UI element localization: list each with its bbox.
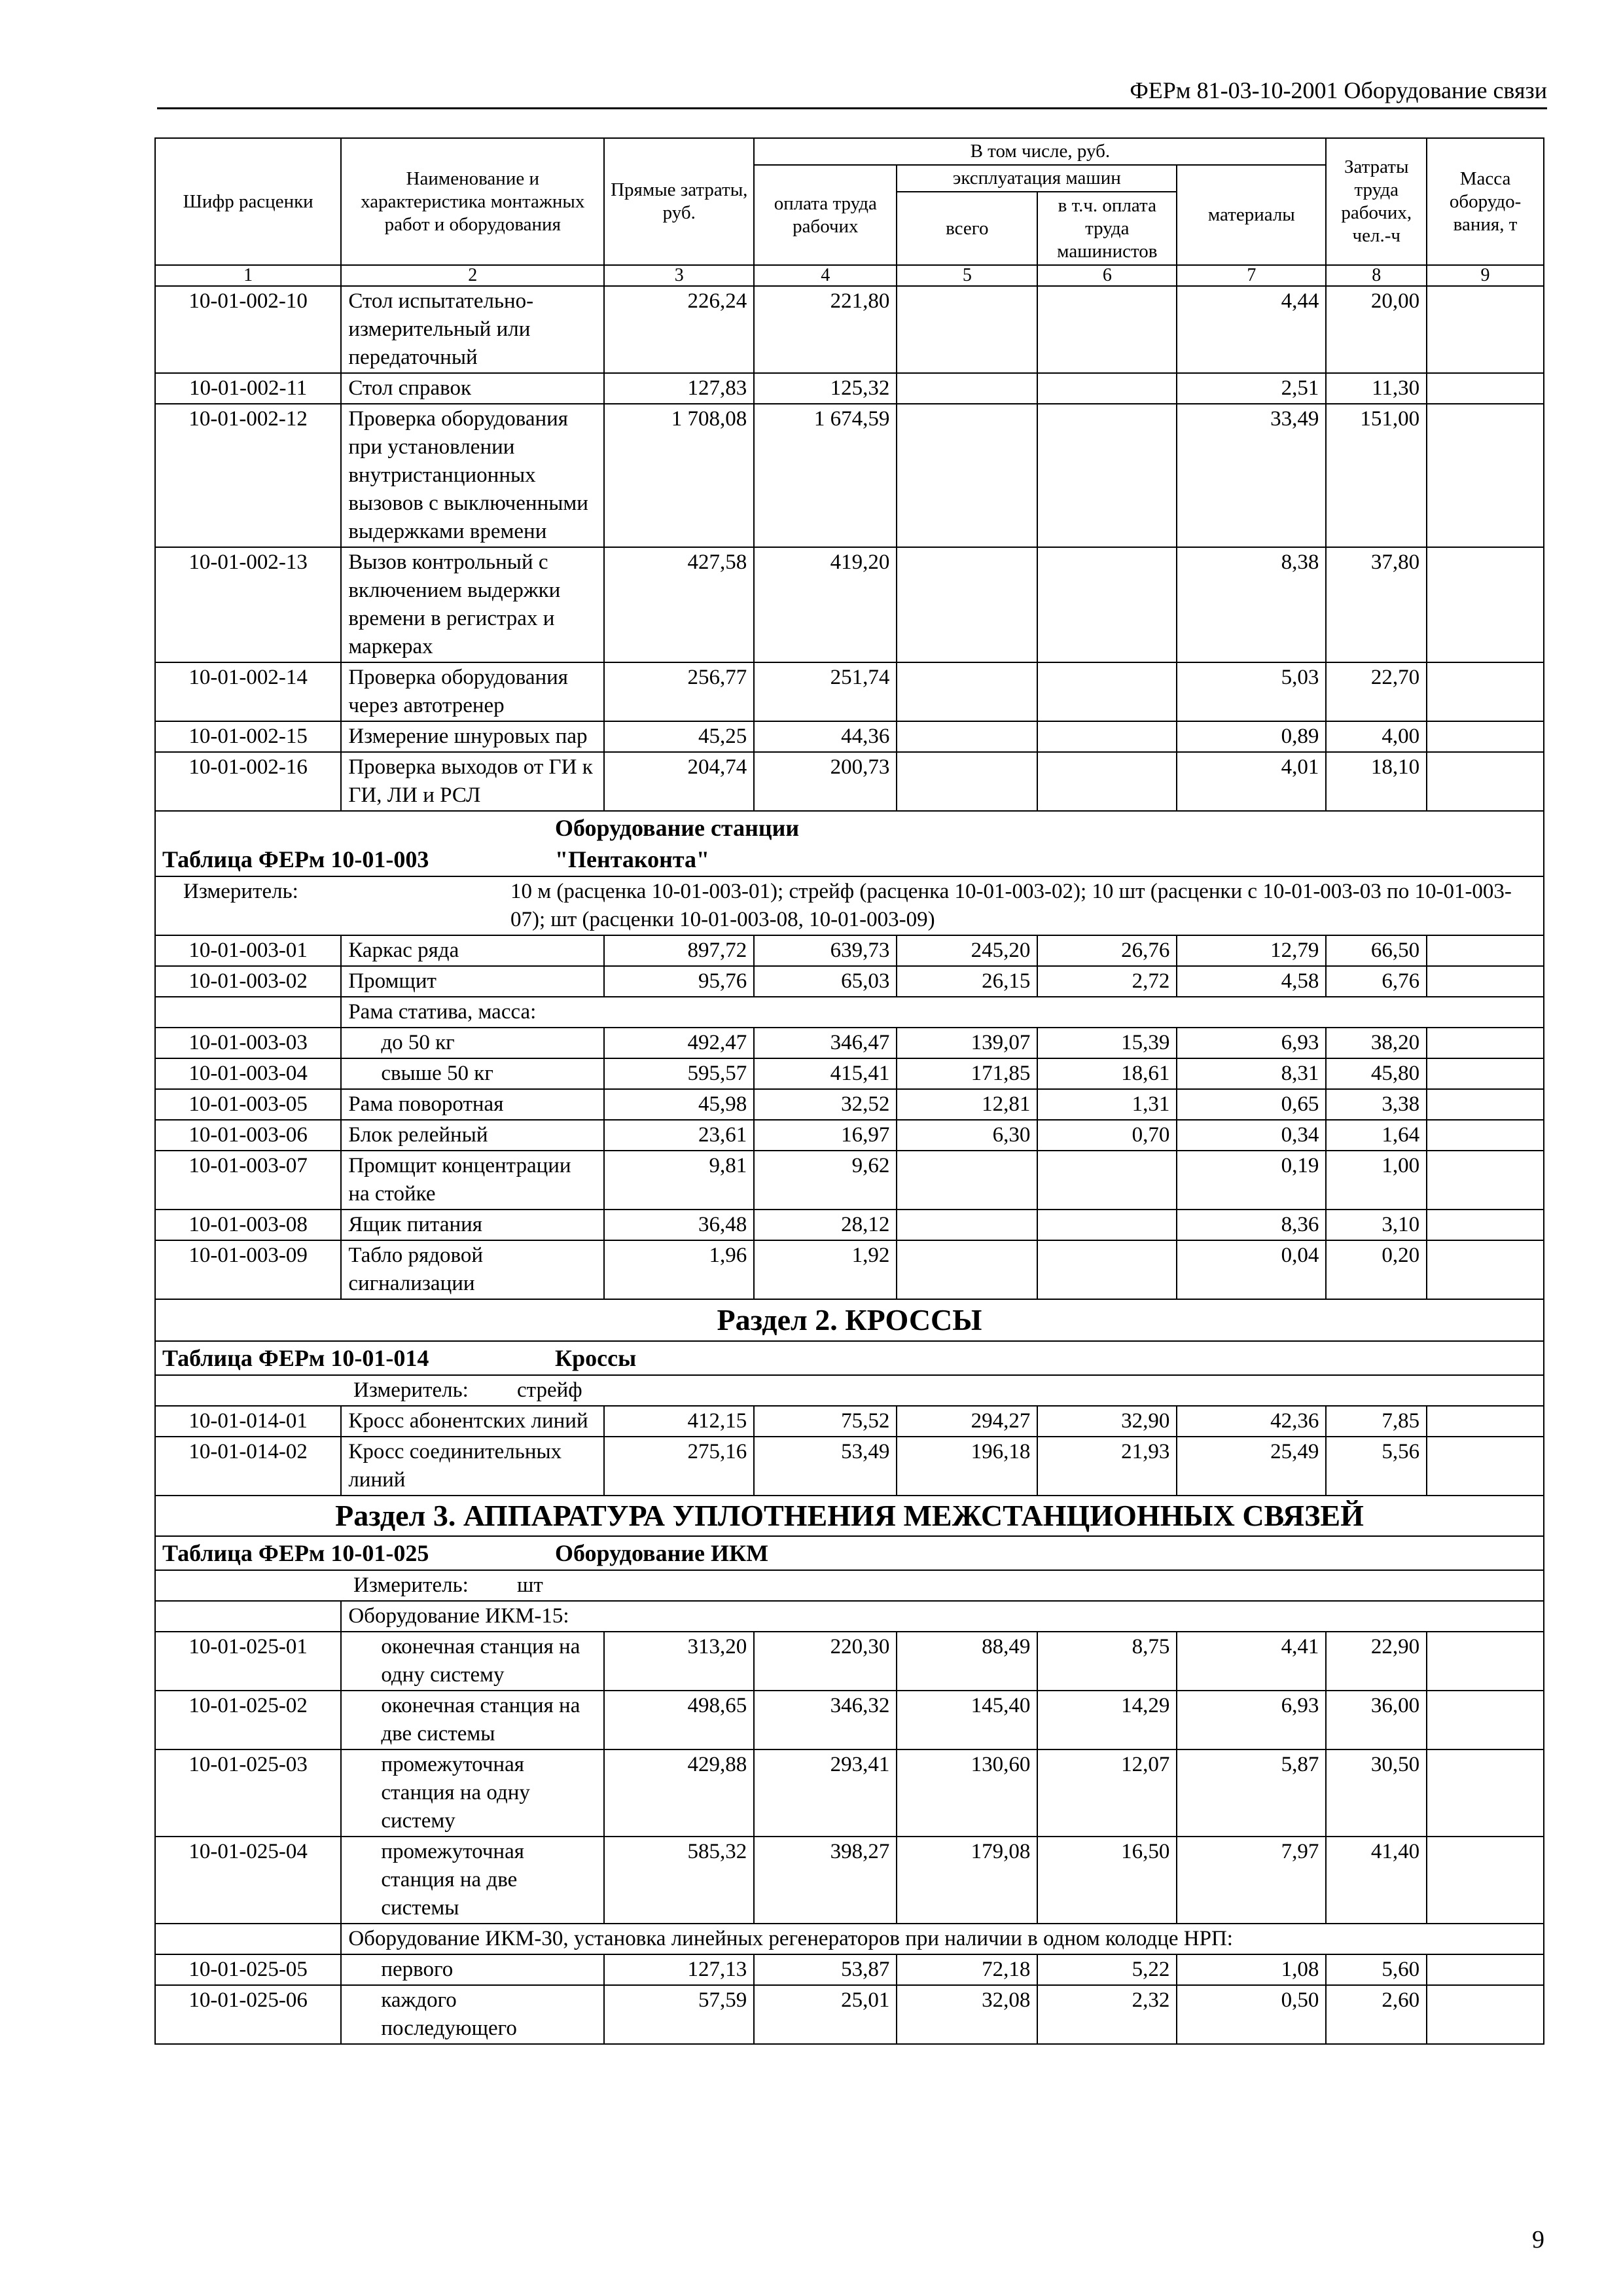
table-003 [155, 811, 1544, 935]
cell-materials: 6,93 [1177, 1691, 1326, 1749]
cell-name: Стол справок [341, 373, 604, 404]
cell-direct: 36,48 [604, 1210, 754, 1240]
subheading-row [155, 997, 1544, 1028]
cell-m-total: 12,81 [897, 1089, 1037, 1120]
measure-row [155, 1570, 1544, 1601]
table-row [155, 547, 1544, 662]
cell-code: 10-01-003-07 [155, 1151, 341, 1210]
cell-code: 10-01-014-01 [155, 1406, 341, 1437]
table-body-003-b [155, 1028, 1544, 1089]
cell-m-total: 196,18 [897, 1437, 1037, 1496]
measure-label: Измеритель: [183, 880, 298, 903]
cell-mass [1427, 1210, 1544, 1240]
running-header [157, 73, 1547, 109]
table-label: Таблица ФЕРм 10-01-025 [162, 1540, 429, 1566]
table-body-002 [155, 286, 1544, 811]
cell-hours: 3,38 [1326, 1089, 1427, 1120]
cell-hours: 36,00 [1326, 1691, 1427, 1749]
cell-m-labor: 26,76 [1037, 935, 1177, 966]
cell-m-total: 245,20 [897, 935, 1037, 966]
cell-hours: 1,64 [1326, 1120, 1427, 1151]
cell-materials: 1,08 [1177, 1954, 1326, 1985]
cell-m-total [897, 404, 1037, 547]
table-row [155, 1406, 1544, 1437]
cell-code: 10-01-002-15 [155, 721, 341, 752]
cell-name: Измерение шнуровых пар [341, 721, 604, 752]
col-m-total-header: всего [897, 192, 1037, 265]
cell-direct: 275,16 [604, 1437, 754, 1496]
cell-m-labor: 1,31 [1037, 1089, 1177, 1120]
table-row [155, 966, 1544, 997]
cell-hours: 37,80 [1326, 547, 1427, 662]
cell-direct: 897,72 [604, 935, 754, 966]
table-title: Кроссы [555, 1345, 637, 1371]
table-row [155, 721, 1544, 752]
section-title: Раздел 3. АППАРАТУРА УПЛОТНЕНИЯ МЕЖСТАНЦИОННЫХ СВЯЗЕЙ [155, 1496, 1544, 1536]
measure-text: шт [517, 1573, 543, 1597]
cell-mass [1427, 966, 1544, 997]
table-row [155, 1985, 1544, 2044]
cell-name: Вызов контрольный с включением выдержки времени в регистрах и маркерах [341, 547, 604, 662]
cell-code: 10-01-002-14 [155, 662, 341, 721]
col-mass-header: Масса оборудо-вания, т [1427, 138, 1544, 265]
cell-hours: 5,60 [1326, 1954, 1427, 1985]
cell-labor: 25,01 [754, 1985, 897, 2044]
cell-labor: 44,36 [754, 721, 897, 752]
cell-m-total: 294,27 [897, 1406, 1037, 1437]
cell-m-labor: 2,32 [1037, 1985, 1177, 2044]
table-title-row [155, 1341, 1544, 1375]
cell-materials: 25,49 [1177, 1437, 1326, 1496]
cell-m-total: 139,07 [897, 1028, 1037, 1058]
cell-code: 10-01-025-04 [155, 1837, 341, 1924]
cell-m-labor [1037, 404, 1177, 547]
cell-labor: 125,32 [754, 373, 897, 404]
cell-name: Блок релейный [341, 1120, 604, 1151]
cell-m-labor [1037, 286, 1177, 373]
cell-materials: 0,65 [1177, 1089, 1326, 1120]
cell-direct: 45,25 [604, 721, 754, 752]
cell-direct: 95,76 [604, 966, 754, 997]
table-row [155, 1028, 1544, 1058]
cell-code: 10-01-002-16 [155, 752, 341, 811]
cell-materials: 4,41 [1177, 1632, 1326, 1691]
cell-mass [1427, 721, 1544, 752]
cell-labor: 221,80 [754, 286, 897, 373]
cell-materials: 4,44 [1177, 286, 1326, 373]
cell-code: 10-01-003-02 [155, 966, 341, 997]
cell-hours: 5,56 [1326, 1437, 1427, 1496]
cell-mass [1427, 1985, 1544, 2044]
table-body-025-a [155, 1632, 1544, 1924]
col-name-header: Наименование и характеристика монтажных работ и оборудования [341, 138, 604, 265]
subheading-row [155, 1601, 1544, 1632]
cell-hours: 151,00 [1326, 404, 1427, 547]
cell-m-total: 88,49 [897, 1632, 1037, 1691]
subheading: Рама статива, масса: [341, 997, 1544, 1028]
cell-hours: 20,00 [1326, 286, 1427, 373]
cell-name: Рама поворотная [341, 1089, 604, 1120]
cell-m-total: 32,08 [897, 1985, 1037, 2044]
subheading-frame-2 [155, 1924, 1544, 1954]
col-code-header: Шифр расценки [155, 138, 341, 265]
cell-labor: 398,27 [754, 1837, 897, 1924]
cell-hours: 1,00 [1326, 1151, 1427, 1210]
cell-materials: 12,79 [1177, 935, 1326, 966]
cell-code: 10-01-003-08 [155, 1210, 341, 1240]
col-materials-header: материалы [1177, 165, 1326, 265]
cell-labor: 419,20 [754, 547, 897, 662]
cell-m-total [897, 662, 1037, 721]
cell-direct: 427,58 [604, 547, 754, 662]
cell-mass [1427, 752, 1544, 811]
table-title: Оборудование станции "Пентаконта" [555, 815, 800, 872]
cell-code: 10-01-025-02 [155, 1691, 341, 1749]
cell-mass [1427, 1406, 1544, 1437]
section-title-row [155, 1299, 1544, 1341]
section-title: Раздел 2. КРОССЫ [155, 1299, 1544, 1341]
cell-mass [1427, 286, 1544, 373]
cell-name: Ящик питания [341, 1210, 604, 1240]
cell-mass [1427, 1691, 1544, 1749]
cell-labor: 53,49 [754, 1437, 897, 1496]
cell-hours: 18,10 [1326, 752, 1427, 811]
cell-hours: 22,90 [1326, 1632, 1427, 1691]
cell-labor: 293,41 [754, 1749, 897, 1837]
cell-code: 10-01-014-02 [155, 1437, 341, 1496]
table-row [155, 1749, 1544, 1837]
cell-direct: 492,47 [604, 1028, 754, 1058]
cell-m-labor [1037, 547, 1177, 662]
cell-mass [1427, 1632, 1544, 1691]
cell-mass [1427, 1240, 1544, 1299]
cell-name: Проверка оборудования через автотренер [341, 662, 604, 721]
section-3 [155, 1496, 1544, 1632]
cell-labor: 32,52 [754, 1089, 897, 1120]
cell-hours: 22,70 [1326, 662, 1427, 721]
table-title-row [155, 1536, 1544, 1570]
cell-m-labor [1037, 373, 1177, 404]
table-title: Оборудование ИКМ [555, 1540, 769, 1566]
cell-m-labor [1037, 1151, 1177, 1210]
cell-direct: 595,57 [604, 1058, 754, 1089]
table-row [155, 1691, 1544, 1749]
cell-materials: 4,01 [1177, 752, 1326, 811]
cell-hours: 7,85 [1326, 1406, 1427, 1437]
cell-mass [1427, 935, 1544, 966]
cell-labor: 200,73 [754, 752, 897, 811]
cell-labor: 65,03 [754, 966, 897, 997]
cell-materials: 4,58 [1177, 966, 1326, 997]
measure-text: 10 м (расценка 10-01-003-01); стрейф (расценка 10-01-003-02); 10 шт (расценки с 10-01-003-03 по 10-01-003-07); шт (расценки 10-01-003-08, 10-01-003-09) [510, 880, 1512, 931]
col-incl-header: В том числе, руб. [754, 138, 1326, 165]
cell-name: Промщит концентрации на стойке [341, 1151, 604, 1210]
cell-m-total [897, 721, 1037, 752]
cell-labor: 415,41 [754, 1058, 897, 1089]
col-hours-header: Затраты труда рабочих, чел.-ч [1326, 138, 1427, 265]
cell-code: 10-01-002-10 [155, 286, 341, 373]
cell-name: Табло рядовой сигнализации [341, 1240, 604, 1299]
cell-labor: 53,87 [754, 1954, 897, 1985]
cell-name: свыше 50 кг [341, 1058, 604, 1089]
cell-code: 10-01-002-12 [155, 404, 341, 547]
cell-labor: 220,30 [754, 1632, 897, 1691]
table-row [155, 935, 1544, 966]
cell-direct: 57,59 [604, 1985, 754, 2044]
cell-name: оконечная станция на две системы [341, 1691, 604, 1749]
cell-m-labor: 14,29 [1037, 1691, 1177, 1749]
cell-m-total: 171,85 [897, 1058, 1037, 1089]
cell-mass [1427, 1749, 1544, 1837]
cell-code: 10-01-025-05 [155, 1954, 341, 1985]
table-row [155, 286, 1544, 373]
cell-m-labor: 0,70 [1037, 1120, 1177, 1151]
cell-mass [1427, 1954, 1544, 1985]
cell-m-labor: 15,39 [1037, 1028, 1177, 1058]
cell-direct: 256,77 [604, 662, 754, 721]
table-row [155, 1837, 1544, 1924]
rates-table [154, 137, 1544, 2045]
cell-materials: 8,36 [1177, 1210, 1326, 1240]
cell-m-labor: 32,90 [1037, 1406, 1177, 1437]
cell-mass [1427, 1028, 1544, 1058]
cell-name: Промщит [341, 966, 604, 997]
cell-m-labor: 5,22 [1037, 1954, 1177, 1985]
cell-m-total: 130,60 [897, 1749, 1037, 1837]
cell-hours: 4,00 [1326, 721, 1427, 752]
cell-hours: 0,20 [1326, 1240, 1427, 1299]
cell-code: 10-01-025-03 [155, 1749, 341, 1837]
cell-m-total [897, 373, 1037, 404]
cell-m-labor: 16,50 [1037, 1837, 1177, 1924]
cell-direct: 412,15 [604, 1406, 754, 1437]
cell-m-total [897, 547, 1037, 662]
cell-mass [1427, 1151, 1544, 1210]
cell-hours: 38,20 [1326, 1028, 1427, 1058]
measure-label: Измеритель: [353, 1378, 469, 1402]
cell-direct: 585,32 [604, 1837, 754, 1924]
table-row [155, 1120, 1544, 1151]
cell-materials: 6,93 [1177, 1028, 1326, 1058]
cell-mass [1427, 1058, 1544, 1089]
table-body-003-c [155, 1089, 1544, 1299]
section-2 [155, 1299, 1544, 1406]
cell-hours: 45,80 [1326, 1058, 1427, 1089]
table-row [155, 404, 1544, 547]
cell-labor: 16,97 [754, 1120, 897, 1151]
cell-mass [1427, 1837, 1544, 1924]
cell-code: 10-01-003-01 [155, 935, 341, 966]
cell-materials: 33,49 [1177, 404, 1326, 547]
table-row [155, 1210, 1544, 1240]
table-row [155, 1058, 1544, 1089]
cell-m-total [897, 1240, 1037, 1299]
section-title-row [155, 1496, 1544, 1536]
cell-name: Проверка выходов от ГИ к ГИ, ЛИ и РСЛ [341, 752, 604, 811]
cell-m-labor: 21,93 [1037, 1437, 1177, 1496]
cell-mass [1427, 373, 1544, 404]
cell-name: промежуточная станция на одну систему [341, 1749, 604, 1837]
cell-labor: 9,62 [754, 1151, 897, 1210]
cell-direct: 23,61 [604, 1120, 754, 1151]
cell-name: Проверка оборудования при установлении внутристанционных вызовов с выключенными выдержками времени [341, 404, 604, 547]
col-m-labor-header: в т.ч. оплата труда машинистов [1037, 192, 1177, 265]
cell-mass [1427, 1120, 1544, 1151]
cell-name: Кросс соединительных линий [341, 1437, 604, 1496]
cell-m-labor: 2,72 [1037, 966, 1177, 997]
cell-hours: 30,50 [1326, 1749, 1427, 1837]
cell-labor: 346,47 [754, 1028, 897, 1058]
subheading-row [155, 1924, 1544, 1954]
cell-mass [1427, 547, 1544, 662]
col-labor-header: оплата труда рабочих [754, 165, 897, 265]
cell-hours: 6,76 [1326, 966, 1427, 997]
cell-code: 10-01-025-06 [155, 1985, 341, 2044]
cell-m-total [897, 286, 1037, 373]
col-direct-header: Прямые затраты, руб. [604, 138, 754, 265]
cell-code: 10-01-003-03 [155, 1028, 341, 1058]
table-row [155, 752, 1544, 811]
cell-direct: 127,13 [604, 1954, 754, 1985]
table-title-row [155, 811, 1544, 876]
cell-m-labor [1037, 1240, 1177, 1299]
cell-labor: 639,73 [754, 935, 897, 966]
cell-labor: 75,52 [754, 1406, 897, 1437]
cell-direct: 1 708,08 [604, 404, 754, 547]
cell-mass [1427, 404, 1544, 547]
cell-materials: 0,89 [1177, 721, 1326, 752]
cell-m-labor: 18,61 [1037, 1058, 1177, 1089]
table-row [155, 1632, 1544, 1691]
measure-text: стрейф [517, 1378, 582, 1402]
cell-name: каждого последующего [341, 1985, 604, 2044]
page-number: 9 [1532, 2226, 1544, 2253]
cell-direct: 498,65 [604, 1691, 754, 1749]
cell-materials: 0,04 [1177, 1240, 1326, 1299]
cell-labor: 251,74 [754, 662, 897, 721]
cell-m-labor: 8,75 [1037, 1632, 1177, 1691]
measure-row [155, 876, 1544, 935]
col-machines-header: эксплуатация машин [897, 165, 1177, 192]
table-row [155, 1240, 1544, 1299]
table-row [155, 1437, 1544, 1496]
table-body-014 [155, 1406, 1544, 1496]
table-row [155, 373, 1544, 404]
subheading: Оборудование ИКМ-30, установка линейных регенераторов при наличии в одном колодце НРП: [341, 1924, 1544, 1954]
cell-labor: 28,12 [754, 1210, 897, 1240]
cell-direct: 45,98 [604, 1089, 754, 1120]
subheading-frame [155, 997, 1544, 1028]
column-numbers-row: 1 2 3 4 5 6 7 8 9 [155, 265, 1544, 286]
subheading: Оборудование ИКМ-15: [341, 1601, 1544, 1632]
table-row [155, 1089, 1544, 1120]
cell-mass [1427, 1089, 1544, 1120]
cell-m-total: 6,30 [897, 1120, 1037, 1151]
cell-m-total: 26,15 [897, 966, 1037, 997]
document-title: ФЕРм 81-03-10-2001 Оборудование связи [1130, 77, 1547, 103]
cell-materials: 8,38 [1177, 547, 1326, 662]
cell-m-total [897, 1210, 1037, 1240]
cell-m-labor [1037, 1210, 1177, 1240]
cell-name: Кросс абонентских линий [341, 1406, 604, 1437]
cell-labor: 346,32 [754, 1691, 897, 1749]
cell-m-total [897, 1151, 1037, 1210]
table-body-025-b [155, 1954, 1544, 2044]
table-body-003-a [155, 935, 1544, 997]
cell-code: 10-01-002-11 [155, 373, 341, 404]
cell-code: 10-01-003-09 [155, 1240, 341, 1299]
table-row [155, 662, 1544, 721]
cell-direct: 127,83 [604, 373, 754, 404]
cell-direct: 429,88 [604, 1749, 754, 1837]
cell-m-labor [1037, 752, 1177, 811]
cell-hours: 2,60 [1326, 1985, 1427, 2044]
cell-materials: 0,19 [1177, 1151, 1326, 1210]
cell-materials: 7,97 [1177, 1837, 1326, 1924]
cell-m-total: 179,08 [897, 1837, 1037, 1924]
cell-name: оконечная станция на одну систему [341, 1632, 604, 1691]
cell-materials: 5,03 [1177, 662, 1326, 721]
cell-materials: 5,87 [1177, 1749, 1326, 1837]
cell-materials: 8,31 [1177, 1058, 1326, 1089]
cell-hours: 41,40 [1326, 1837, 1427, 1924]
cell-m-labor [1037, 662, 1177, 721]
cell-direct: 1,96 [604, 1240, 754, 1299]
table-row [155, 1954, 1544, 1985]
cell-labor: 1 674,59 [754, 404, 897, 547]
measure-label: Измеритель: [353, 1573, 469, 1597]
cell-name: до 50 кг [341, 1028, 604, 1058]
cell-direct: 313,20 [604, 1632, 754, 1691]
cell-materials: 0,34 [1177, 1120, 1326, 1151]
cell-m-total: 72,18 [897, 1954, 1037, 1985]
cell-direct: 204,74 [604, 752, 754, 811]
cell-direct: 226,24 [604, 286, 754, 373]
cell-mass [1427, 662, 1544, 721]
cell-name: первого [341, 1954, 604, 1985]
cell-name: Каркас ряда [341, 935, 604, 966]
cell-code: 10-01-025-01 [155, 1632, 341, 1691]
cell-m-total: 145,40 [897, 1691, 1037, 1749]
cell-m-total [897, 752, 1037, 811]
cell-labor: 1,92 [754, 1240, 897, 1299]
table-row [155, 1151, 1544, 1210]
cell-code: 10-01-003-06 [155, 1120, 341, 1151]
measure-row [155, 1375, 1544, 1406]
cell-direct: 9,81 [604, 1151, 754, 1210]
cell-materials: 2,51 [1177, 373, 1326, 404]
cell-hours: 11,30 [1326, 373, 1427, 404]
table-header [155, 138, 1544, 286]
cell-materials: 42,36 [1177, 1406, 1326, 1437]
cell-materials: 0,50 [1177, 1985, 1326, 2044]
table-label: Таблица ФЕРм 10-01-003 [162, 846, 429, 872]
cell-code: 10-01-003-05 [155, 1089, 341, 1120]
cell-m-labor: 12,07 [1037, 1749, 1177, 1837]
cell-m-labor [1037, 721, 1177, 752]
cell-hours: 66,50 [1326, 935, 1427, 966]
cell-name: Стол испытательно-измерительный или передаточный [341, 286, 604, 373]
cell-code: 10-01-002-13 [155, 547, 341, 662]
cell-mass [1427, 1437, 1544, 1496]
table-label: Таблица ФЕРм 10-01-014 [162, 1345, 429, 1371]
cell-name: промежуточная станция на две системы [341, 1837, 604, 1924]
cell-hours: 3,10 [1326, 1210, 1427, 1240]
cell-code: 10-01-003-04 [155, 1058, 341, 1089]
